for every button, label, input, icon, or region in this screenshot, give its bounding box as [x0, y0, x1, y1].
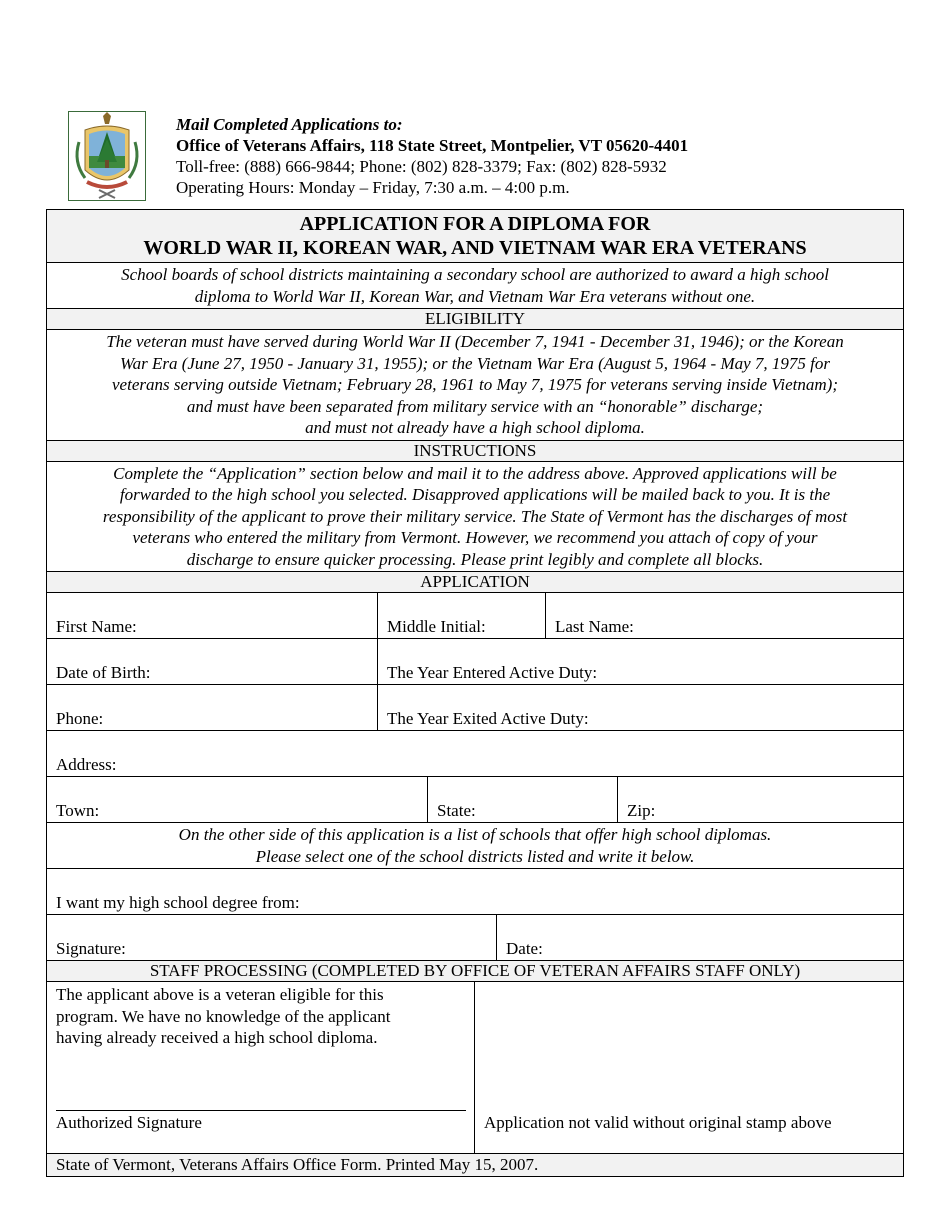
schools-note-line: On the other side of this application is a list of schools that offer high school diplomas. [178, 825, 772, 844]
phone-label: Phone: [56, 709, 104, 728]
instructions-text [47, 461, 903, 572]
phone-field[interactable] [47, 685, 377, 730]
year-exited-field[interactable] [377, 685, 903, 730]
first-name-field[interactable] [47, 593, 377, 638]
contact-phones: Toll-free: (888) 666-9844; Phone: (802) 828-3379; Fax: (802) 828-5932 [176, 157, 667, 176]
instructions-line: veterans who entered the military from Vermont. However, we recommend you attach of copy of your [132, 528, 818, 547]
degree-row [47, 868, 903, 914]
intro-line: diploma to World War II, Korean War, and Vietnam War Era veterans without one. [194, 286, 756, 306]
office-address: Office of Veterans Affairs, 118 State Street, Montpelier, VT 05620-4401 [176, 136, 689, 155]
eligibility-line: The veteran must have served during World War II (December 7, 1941 - December 31, 1946); or the Korean [106, 332, 844, 351]
dob-row [47, 638, 903, 684]
stamp-note: Application not valid without original stamp above [484, 1113, 832, 1132]
staff-processing-heading: STAFF PROCESSING (COMPLETED BY OFFICE OF VETERAN AFFAIRS STAFF ONLY) [47, 960, 903, 981]
form-title [47, 210, 903, 262]
instructions-line: responsibility of the applicant to prove their military service. The State of Vermont has the discharges of most [102, 506, 848, 526]
staff-processing-section [47, 981, 903, 1153]
zip-field[interactable] [617, 777, 903, 822]
operating-hours: Operating Hours: Monday – Friday, 7:30 a.m. – 4:00 p.m. [176, 178, 570, 197]
town-field[interactable] [47, 777, 427, 822]
instructions-line: discharge to ensure quicker processing. Please print legibly and complete all blocks. [186, 549, 764, 569]
vermont-seal-icon [68, 111, 146, 201]
authorized-signature-label: Authorized Signature [56, 1113, 202, 1132]
schools-note-line: Please select one of the school districts listed and write it below. [255, 846, 695, 866]
instructions-line: Complete the “Application” section below and mail it to the address above. Approved applications will be [113, 463, 837, 483]
intro-line: School boards of school districts maintaining a secondary school are authorized to award a high school [121, 265, 829, 284]
intro-text [47, 262, 903, 308]
last-name-label: Last Name: [555, 617, 634, 636]
staff-text-line: having already received a high school diploma. [56, 1028, 378, 1047]
date-of-birth-field[interactable] [47, 639, 377, 684]
form-title-line1: APPLICATION FOR A DIPLOMA FOR [299, 213, 651, 235]
eligibility-line: War Era (June 27, 1950 - January 31, 1955); or the Vietnam War Era (August 5, 1964 - May 7, 1975 for [120, 353, 830, 373]
form-footer: State of Vermont, Veterans Affairs Office Form. Printed May 15, 2007. [47, 1153, 903, 1176]
address-field[interactable] [47, 731, 903, 776]
degree-from-field[interactable] [47, 869, 903, 914]
authorized-signature-line[interactable] [56, 1110, 466, 1111]
eligibility-line: and must have been separated from military service with an “honorable” discharge; [186, 396, 764, 416]
state-field[interactable] [427, 777, 617, 822]
state-label: State: [437, 801, 476, 820]
year-exited-label: The Year Exited Active Duty: [387, 709, 589, 728]
form-header [68, 110, 908, 202]
signature-label: Signature: [56, 939, 126, 958]
instructions-heading: INSTRUCTIONS [47, 440, 903, 461]
mailing-info [176, 114, 688, 198]
phone-row [47, 684, 903, 730]
year-entered-label: The Year Entered Active Duty: [387, 663, 598, 682]
address-row [47, 730, 903, 776]
date-field[interactable] [496, 915, 903, 960]
date-of-birth-label: Date of Birth: [56, 663, 151, 682]
town-label: Town: [56, 801, 100, 820]
town-row [47, 776, 903, 822]
year-entered-field[interactable] [377, 639, 903, 684]
eligibility-line: veterans serving outside Vietnam; February 28, 1961 to May 7, 1975 for veterans serving inside Vietnam); [112, 375, 838, 394]
middle-initial-label: Middle Initial: [387, 617, 486, 636]
instructions-line: forwarded to the high school you selected. Disapproved applications will be mailed back to you. It is the [119, 485, 831, 504]
zip-label: Zip: [627, 801, 656, 820]
signature-field[interactable] [47, 915, 496, 960]
date-label: Date: [506, 939, 543, 958]
application-form [46, 209, 904, 1177]
stamp-area[interactable] [475, 982, 903, 1153]
eligibility-text [47, 329, 903, 440]
form-title-line2: WORLD WAR II, KOREAN WAR, AND VIETNAM WAR ERA VETERANS [143, 237, 807, 259]
eligibility-heading: ELIGIBILITY [47, 308, 903, 329]
last-name-field[interactable] [545, 593, 903, 638]
staff-certification [47, 982, 475, 1153]
address-label: Address: [56, 755, 117, 774]
signature-row [47, 914, 903, 960]
name-row [47, 592, 903, 638]
application-heading: APPLICATION [47, 571, 903, 592]
staff-text-line: The applicant above is a veteran eligible for this [56, 985, 384, 1004]
staff-text-line: program. We have no knowledge of the applicant [56, 1006, 391, 1026]
mail-heading: Mail Completed Applications to: [176, 115, 403, 134]
schools-note [47, 822, 903, 868]
first-name-label: First Name: [56, 617, 137, 636]
eligibility-line: and must not already have a high school diploma. [305, 418, 645, 437]
middle-initial-field[interactable] [377, 593, 545, 638]
degree-from-label: I want my high school degree from: [56, 893, 300, 912]
